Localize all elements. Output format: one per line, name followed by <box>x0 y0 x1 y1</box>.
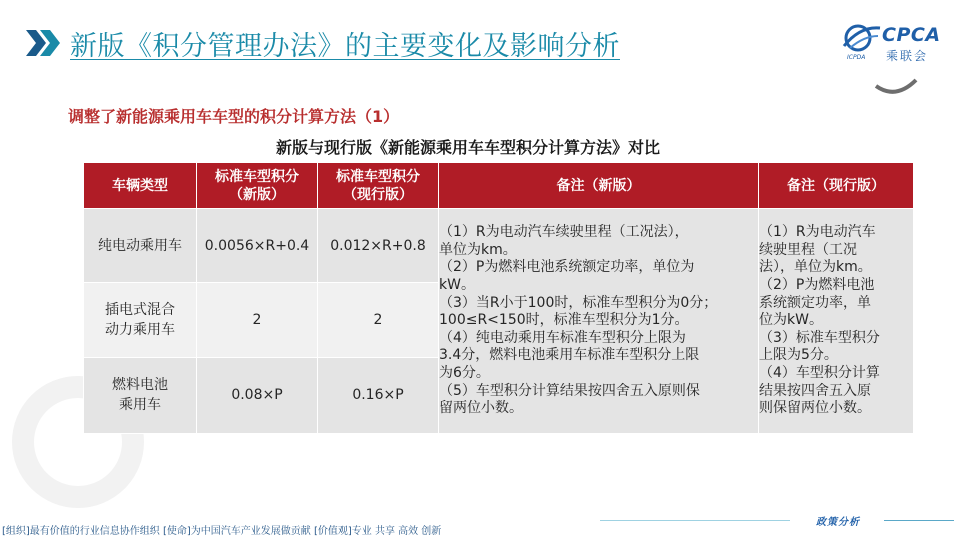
vehicle-type-line: 动力乘用车 <box>105 321 175 338</box>
vehicle-type-line: 乘用车 <box>119 397 161 414</box>
note-current-line: 则保留两位小数。 <box>759 400 871 417</box>
note-current-line: （3）标准车型积分 <box>759 329 880 346</box>
cpca-logo <box>840 22 952 64</box>
footer-divider-right <box>884 520 954 521</box>
page-title: 新版《积分管理办法》的主要变化及影响分析 <box>70 31 620 62</box>
section-subtitle: 调整了新能源乘用车车型的积分计算方法（1） <box>68 107 400 126</box>
note-current-line: 上限为5分。 <box>759 347 838 364</box>
cell-std-current: 0.012×R+0.8 <box>318 209 439 283</box>
table-row <box>84 209 914 283</box>
header-std-new-line1: 标准车型积分 <box>215 168 299 185</box>
header-note-new: 备注（新版） <box>439 163 759 209</box>
cell-vehicle-type <box>84 209 197 283</box>
vehicle-type-line: 纯电动乘用车 <box>98 237 182 254</box>
note-new-line: （3）当R小于100时，标准车型积分为0分； <box>439 294 718 311</box>
header-std-current-line2: （现行版） <box>343 186 413 203</box>
note-new-line: 单位为km。 <box>439 241 517 258</box>
cell-std-new: 0.0056×R+0.4 <box>197 209 318 283</box>
note-new-line: 100≤R<150时，标准车型积分为1分。 <box>439 312 689 329</box>
note-new-line: kW。 <box>439 277 475 294</box>
header-vehicle-type: 车辆类型 <box>84 163 197 209</box>
note-current-line: 系统额定功率，单 <box>759 294 871 311</box>
footer-section-label: 政策分析 <box>816 517 860 528</box>
double-chevron-icon <box>24 28 64 58</box>
header-std-current-line1: 标准车型积分 <box>336 168 420 185</box>
note-new-line: （1）R为电动汽车续驶里程（工况法）， <box>439 224 689 241</box>
cell-std-new: 0.08×P <box>197 357 318 433</box>
note-current-line: （4）车型积分计算 <box>759 364 880 381</box>
vehicle-type-line: 燃料电池 <box>112 377 168 394</box>
logo-swoosh-icon <box>840 22 882 56</box>
note-new-line: （5）车型积分计算结果按四舍五入原则保 <box>439 382 700 399</box>
header-note-current: 备注（现行版） <box>759 163 914 209</box>
cell-notes-current <box>759 209 914 434</box>
header-std-new <box>197 163 318 209</box>
note-current-line: （2）P为燃料电池 <box>759 277 875 294</box>
cell-vehicle-type <box>84 283 197 357</box>
vehicle-type-line: 插电式混合 <box>105 301 175 318</box>
logo-chinese-text: 乘联会 <box>886 49 929 63</box>
note-current-line: 法），单位为km。 <box>759 259 872 276</box>
footer-divider-left <box>600 520 790 521</box>
cell-vehicle-type <box>84 357 197 433</box>
note-new-line: 为6分。 <box>439 364 490 381</box>
note-current-line: 位为kW。 <box>759 312 823 329</box>
note-new-line: 留两位小数。 <box>439 400 523 417</box>
note-new-line: 3.4分，燃料电池乘用车标准车型积分上限 <box>439 347 700 364</box>
decorative-arc-shape <box>872 60 920 96</box>
cell-std-current: 2 <box>318 283 439 357</box>
header-std-current <box>318 163 439 209</box>
cell-notes-new <box>439 209 759 434</box>
footer-slogan: [组织]最有价值的行业信息协作组织 [使命]为中国汽车产业发展做贡献 [价值观]专业 共享 高效 创新 <box>2 526 442 537</box>
header-std-new-line2: （新版） <box>229 186 285 203</box>
table-header-row <box>84 163 914 209</box>
table-title: 新版与现行版《新能源乘用车车型积分计算方法》对比 <box>276 138 661 157</box>
note-current-line: 结果按四舍五入原 <box>759 382 871 399</box>
note-new-line: （4）纯电动乘用车标准车型积分上限为 <box>439 329 686 346</box>
cell-std-current: 0.16×P <box>318 357 439 433</box>
note-new-line: （2）P为燃料电池系统额定功率，单位为 <box>439 259 695 276</box>
note-current-line: 续驶里程（工况 <box>759 241 857 258</box>
note-current-line: （1）R为电动汽车 <box>759 224 876 241</box>
comparison-table <box>83 162 914 434</box>
cell-std-new: 2 <box>197 283 318 357</box>
logo-small-text: ICPDA <box>847 54 866 61</box>
logo-text: CPCA <box>882 24 941 46</box>
